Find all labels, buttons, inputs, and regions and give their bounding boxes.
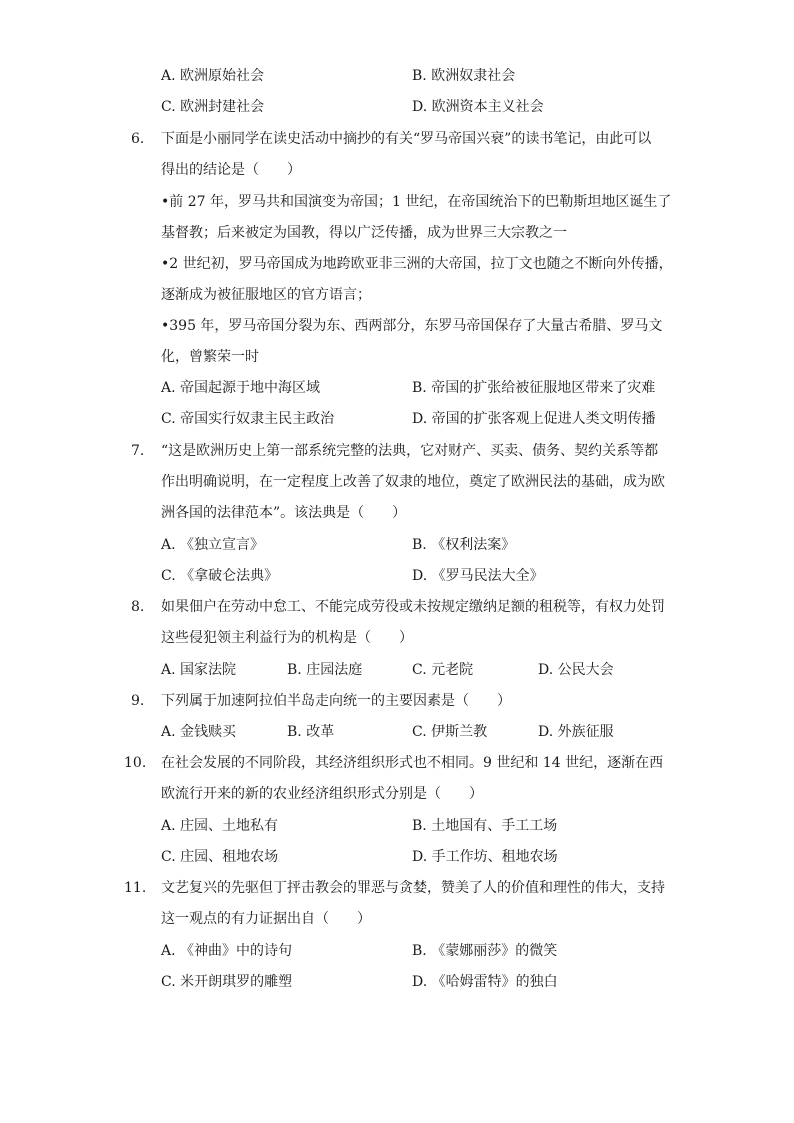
- q9-option-c: C. 伊斯兰教: [412, 724, 488, 740]
- q10-number: 10.: [124, 755, 147, 771]
- q11-option-a: A. 《神曲》中的诗句: [161, 943, 293, 959]
- q7-stem-line-1: “这是欧洲历史上第一部系统完整的法典，它对财产、买卖、债务、契约关系等都: [161, 443, 659, 459]
- q10-option-b: B. 土地国有、手工工场: [412, 818, 558, 834]
- q9-option-a: A. 金钱赎买: [161, 724, 237, 740]
- q9-option-b: B. 改革: [287, 724, 335, 740]
- q11-number: 11.: [124, 880, 147, 896]
- q6-option-d: D. 帝国的扩张客观上促进人类文明传播: [412, 411, 656, 427]
- q8-option-b: B. 庄园法庭: [287, 662, 363, 678]
- q8-stem-line-1: 如果佃户在劳动中怠工、不能完成劳役或未按规定缴纳足额的租税等，有权力处罚: [161, 599, 665, 615]
- q10-stem-line-1: 在社会发展的不同阶段，其经济组织形式也不相同。9 世纪和 14 世纪，逐渐在西: [161, 755, 664, 771]
- q9-number: 9.: [131, 693, 145, 709]
- q5-option-a: A. 欧洲原始社会: [161, 68, 265, 84]
- q6-option-c: C. 帝国实行奴隶主民主政治: [161, 411, 335, 427]
- q8-option-a: A. 国家法院: [161, 662, 237, 678]
- q10-option-c: C. 庄园、租地农场: [161, 849, 279, 865]
- q6-note-line-2: 基督教；后来被定为国教，得以广泛传播，成为世界三大宗教之一: [161, 225, 567, 241]
- q7-option-c: C. 《拿破仑法典》: [161, 568, 279, 584]
- q6-stem-line-1: 下面是小丽同学在读史活动中摘抄的有关“罗马帝国兴衰”的读书笔记，由此可以: [161, 131, 652, 147]
- q11-option-c: C. 米开朗琪罗的雕塑: [161, 974, 293, 990]
- q6-note-line-5: •395 年，罗马帝国分裂为东、西两部分，东罗马帝国保存了大量古希腊、罗马文: [161, 318, 663, 334]
- q5-option-c: C. 欧洲封建社会: [161, 99, 265, 115]
- q9-option-d: D. 外族征服: [538, 724, 614, 740]
- q7-stem-line-3: 洲各国的法律范本”。该法典是（ ）: [161, 505, 407, 521]
- q6-stem-line-2: 得出的结论是（ ）: [161, 162, 301, 178]
- q6-note-line-6: 化，曾繁荣一时: [161, 349, 259, 365]
- q8-number: 8.: [131, 599, 145, 615]
- q6-note-line-4: 逐渐成为被征服地区的官方语言；: [161, 287, 371, 303]
- q9-stem-line-1: 下列属于加速阿拉伯半岛走向统一的主要因素是（ ）: [161, 693, 511, 709]
- q6-note-line-1: •前 27 年，罗马共和国演变为帝国；1 世纪，在帝国统治下的巴勒斯坦地区诞生了: [161, 194, 672, 210]
- q7-option-b: B. 《权利法案》: [412, 537, 516, 553]
- q11-option-b: B. 《蒙娜丽莎》的微笑: [412, 943, 558, 959]
- q5-option-d: D. 欧洲资本主义社会: [412, 99, 544, 115]
- q7-stem-line-2: 作出明确说明，在一定程度上改善了奴隶的地位，奠定了欧洲民法的基础，成为欧: [161, 474, 665, 490]
- q11-stem-line-1: 文艺复兴的先驱但丁抨击教会的罪恶与贪婪，赞美了人的价值和理性的伟大，支持: [161, 880, 665, 896]
- q7-option-d: D. 《罗马民法大全》: [412, 568, 544, 584]
- q6-number: 6.: [131, 131, 145, 147]
- q8-option-d: D. 公民大会: [538, 662, 614, 678]
- q6-option-b: B. 帝国的扩张给被征服地区带来了灾难: [412, 380, 656, 396]
- q7-option-a: A. 《独立宣言》: [161, 537, 265, 553]
- q8-stem-line-2: 这些侵犯领主利益行为的机构是（ ）: [161, 630, 413, 646]
- q10-stem-line-2: 欧流行开来的新的农业经济组织形式分别是（ ）: [161, 786, 483, 802]
- q10-option-d: D. 手工作坊、租地农场: [412, 849, 558, 865]
- q6-note-line-3: •2 世纪初，罗马帝国成为地跨欧亚非三洲的大帝国，拉丁文也随之不断向外传播，: [161, 256, 673, 272]
- q5-option-b: B. 欧洲奴隶社会: [412, 68, 516, 84]
- q8-option-c: C. 元老院: [412, 662, 474, 678]
- q11-stem-line-2: 这一观点的有力证据出自（ ）: [161, 911, 371, 927]
- q10-option-a: A. 庄园、土地私有: [161, 818, 279, 834]
- q11-option-d: D. 《哈姆雷特》的独白: [412, 974, 558, 990]
- q6-option-a: A. 帝国起源于地中海区域: [161, 380, 321, 396]
- q7-number: 7.: [131, 443, 145, 459]
